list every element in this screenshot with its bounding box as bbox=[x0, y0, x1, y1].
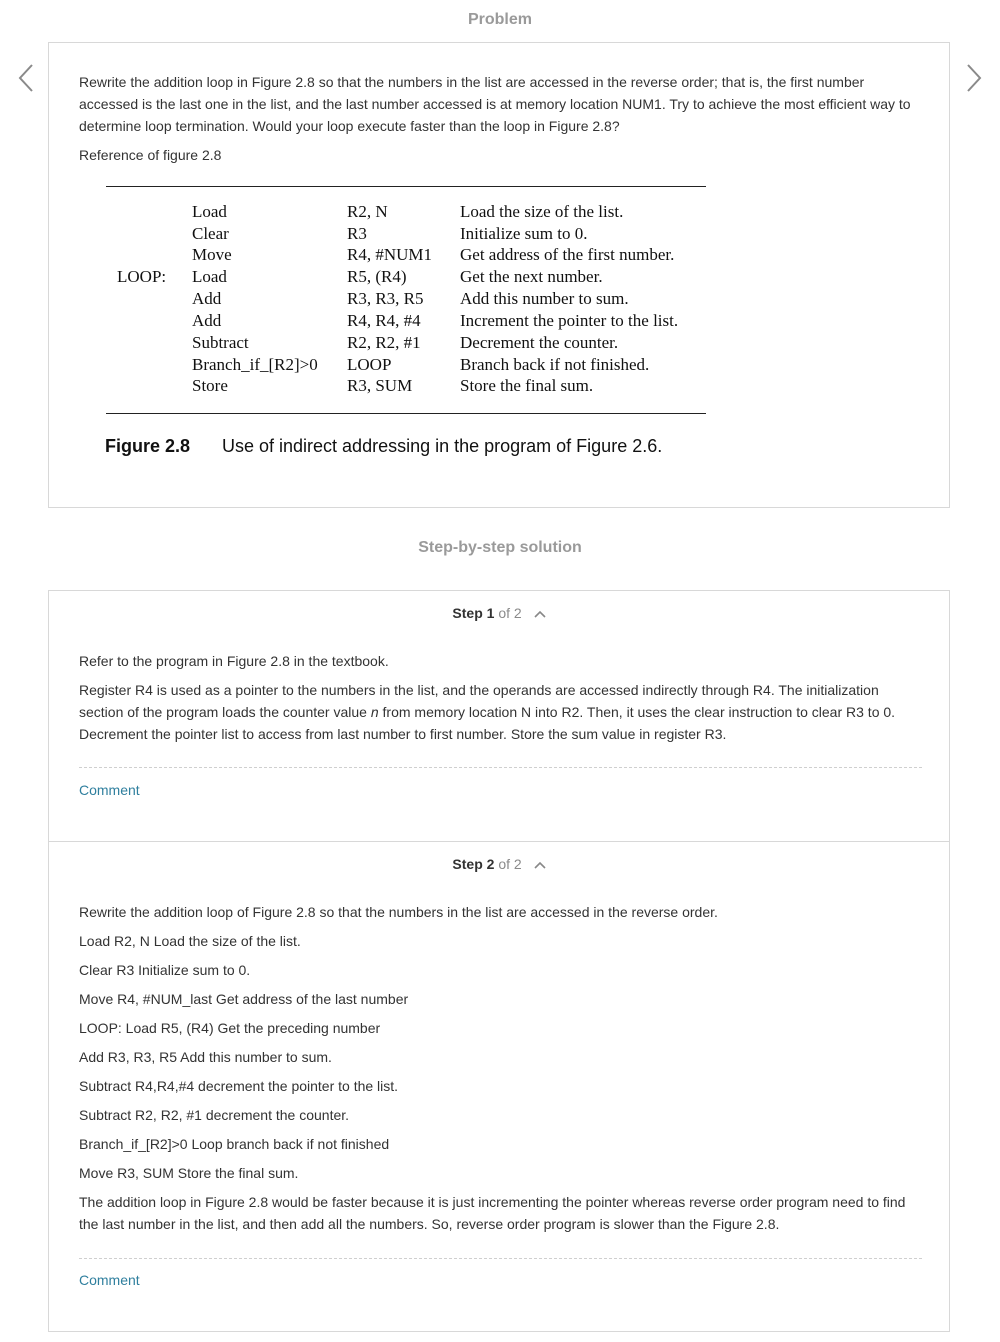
variable-n: n bbox=[370, 704, 379, 720]
problem-card bbox=[48, 42, 950, 508]
step-2-line: Branch_if_[R2]>0 Loop branch back if not finished bbox=[79, 1136, 390, 1152]
next-arrow-icon[interactable] bbox=[963, 62, 985, 94]
step-2-line: Move R3, SUM Store the final sum. bbox=[79, 1165, 299, 1181]
figure-reference-label: Reference of figure 2.8 bbox=[79, 147, 222, 163]
step-2-line: Move R4, #NUM_last Get address of the last number bbox=[79, 991, 409, 1007]
step-1-header[interactable]: Step 1 of 2 bbox=[49, 605, 949, 621]
problem-text: Rewrite the addition loop in Figure 2.8 so that the numbers in the list are accessed in the reverse order; that is, the first number accessed is the last one in the list, and the last number accessed is at memory location NUM1. Try to achieve the most efficient way to determine loop termination. Would your loop execute faster than the loop in Figure 2.8? bbox=[79, 74, 911, 134]
step-2-line: Clear R3 Initialize sum to 0. bbox=[79, 962, 251, 978]
figure-2-8-program: Load R2, N Load the size of the list. Clear R3 Initialize sum to 0. Move R4, #NUM1 Get address of the first number. LOOP: Load R5, (R4) Get the next number. Add R3, R3, R5 Add this number to sum. Add R4, R4, #4 Increment the pointer to the list. Subtract R2, R2, #1 Decrement the counter. Branch_if_[R2]>0 LOOP Branch back if not finished. Store R3, SUM Store the final sum. bbox=[106, 186, 706, 414]
prev-arrow-icon[interactable] bbox=[15, 62, 37, 94]
step-1-comment-link[interactable]: Comment bbox=[79, 782, 140, 798]
figure-caption bbox=[105, 436, 662, 457]
solution-title: Step-by-step solution bbox=[418, 539, 582, 556]
chevron-up-icon[interactable] bbox=[534, 856, 546, 872]
step-2-line: Rewrite the addition loop of Figure 2.8 so that the numbers in the list are accessed in the reverse order. bbox=[79, 904, 718, 920]
step-2-comment-link[interactable]: Comment bbox=[79, 1272, 140, 1288]
step-2-line: Load R2, N Load the size of the list. bbox=[79, 933, 301, 949]
step-2-card bbox=[48, 841, 950, 1332]
step-2-line: Add R3, R3, R5 Add this number to sum. bbox=[79, 1049, 332, 1065]
step-1-card bbox=[48, 590, 950, 842]
divider bbox=[79, 1258, 922, 1259]
problem-title: Problem bbox=[467, 11, 532, 28]
step-2-line: Subtract R2, R2, #1 decrement the counter. bbox=[79, 1107, 350, 1123]
step-2-header[interactable]: Step 2 of 2 bbox=[49, 856, 949, 872]
divider bbox=[79, 767, 922, 768]
step-1-paragraph: Refer to the program in Figure 2.8 in the textbook. bbox=[79, 653, 389, 669]
figure-caption-number: Figure 2.8 bbox=[105, 436, 191, 456]
step-2-line: LOOP: Load R5, (R4) Get the preceding number bbox=[79, 1020, 381, 1036]
step-2-conclusion: The addition loop in Figure 2.8 would be faster because it is just incrementing the pointer whereas reverse order program need to find the last number in the list, and then add all the numbers. So, reverse order program is slower than the Figure 2.8. bbox=[79, 1194, 906, 1232]
chevron-up-icon[interactable] bbox=[534, 605, 546, 621]
step-1-paragraph: Register R4 is used as a pointer to the numbers in the list, and the operands are accessed indirectly through R4. The initialization section of the program loads the counter value n from memory location N into R2. Then, it uses the clear instruction to clear R3 to 0. Decrement the pointer list to access from last number to first number. Store the sum value in register R3. bbox=[79, 682, 896, 742]
step-2-line: Subtract R4,R4,#4 decrement the pointer to the list. bbox=[79, 1078, 399, 1094]
figure-caption-text: Use of indirect addressing in the program of Figure 2.6. bbox=[222, 436, 663, 456]
